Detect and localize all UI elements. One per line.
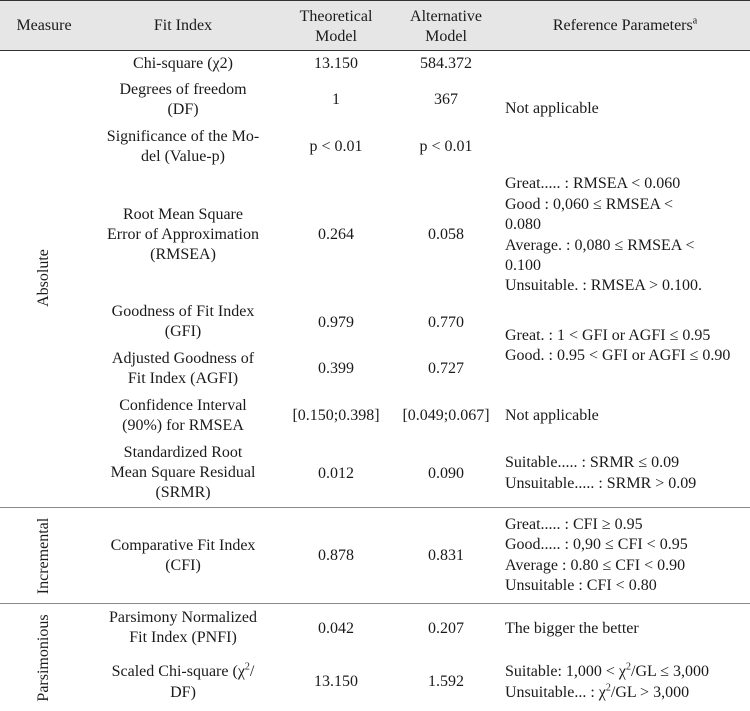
- reference-line: Great..... : CFI ≥ 0.95: [505, 516, 643, 533]
- fit-index-cell: (DF): [167, 101, 199, 118]
- reference-line: Suitable..... : SRMR ≤ 0.09: [505, 454, 680, 471]
- fit-index-cell: Adjusted Goodness of: [111, 350, 255, 367]
- reference-line: Unsuitable... : $\chi^2/GL > 3,000$: [505, 682, 690, 701]
- reference-line: Great. : 1 < GFI or AGFI ≤ 0.95: [505, 327, 711, 344]
- header-theoretical-2: Model: [315, 28, 357, 45]
- group-absolute: Absolute: [35, 249, 52, 307]
- top-rule: [0, 0, 750, 1]
- reference-line: Unsuitable. : RMSEA > 0.100.: [505, 277, 703, 294]
- fit-index-cell: Comparative Fit Index: [110, 537, 256, 554]
- theoretical-value: 0.878: [318, 547, 354, 564]
- header-measure: Measure: [16, 17, 72, 34]
- reference-line: Average. : 0,080 ≤ RMSEA <: [505, 237, 695, 254]
- fit-index-cell: (90%) for RMSEA: [122, 417, 244, 434]
- alternative-value: 0.058: [428, 226, 464, 243]
- fit-index-cell: (GFI): [164, 323, 202, 340]
- theoretical-value: 13.150: [314, 55, 358, 72]
- theoretical-value: 0.979: [318, 314, 354, 331]
- reference-line: Great..... : RMSEA < 0.060: [505, 175, 681, 192]
- alternative-value: 0.770: [428, 314, 464, 331]
- alternative-value: 367: [434, 91, 458, 108]
- fit-index-cell: (SRMR): [155, 484, 211, 501]
- fit-index-cell: Root Mean Square: [123, 206, 243, 223]
- reference-line: Good. : 0.95 < GFI or AGFI ≤ 0.90: [505, 347, 731, 364]
- theoretical-value: 13.150: [314, 673, 358, 690]
- theoretical-value: 0.012: [318, 465, 354, 482]
- fit-index-cell: Fit Index (AGFI): [127, 370, 239, 387]
- alternative-value: 0.090: [428, 465, 464, 482]
- reference-cell: Not applicable: [505, 407, 599, 424]
- alternative-value: [0.049;0.067]: [402, 407, 490, 424]
- reference-line: Good..... : 0,90 ≤ CFI < 0.95: [505, 536, 688, 553]
- fit-index-cell: Goodness of Fit Index: [111, 303, 255, 320]
- fit-index-cell: Error of Approximation: [107, 226, 259, 243]
- theoretical-value: 0.399: [318, 360, 354, 377]
- header-alternative-2: Model: [425, 28, 467, 45]
- incremental-rule: [0, 507, 750, 508]
- reference-line: Average : 0.80 ≤ CFI < 0.90: [505, 557, 686, 574]
- fit-index-cell: del (Value-p): [141, 148, 225, 165]
- reference-line: 0.080: [505, 216, 541, 233]
- group-incremental: Incremental: [35, 517, 52, 595]
- alternative-value: 584.372: [420, 55, 472, 72]
- header-theoretical-1: Theoretical: [299, 8, 373, 25]
- reference-cell: The bigger the better: [505, 620, 639, 637]
- fit-index-cell: Scaled Chi-square ($\chi^2/$: [111, 661, 255, 680]
- fit-index-cell: Chi-square (χ2): [133, 55, 233, 72]
- reference-line: Unsuitable : CFI < 0.80: [505, 577, 657, 594]
- fit-index-cell: Standardized Root: [123, 444, 243, 461]
- reference-line: Suitable: $1,000 < \chi^2/GL \le 3,000$: [505, 661, 709, 680]
- fit-index-cell: Mean Square Residual: [110, 464, 256, 481]
- theoretical-value: [0.150;0.398]: [292, 407, 380, 424]
- fit-index-cell: Parsimony Normalized: [109, 609, 257, 626]
- fit-index-cell: Significance of the Mo-: [106, 128, 260, 145]
- group-parsimonious: Parsimonious: [35, 614, 52, 702]
- reference-line: Good : 0,060 ≤ RMSEA <: [505, 196, 674, 213]
- fit-index-cell: DF): [170, 684, 196, 701]
- theoretical-value: p < 0.01: [309, 138, 363, 155]
- alternative-value: 1.592: [428, 673, 464, 690]
- fit-index-cell: Confidence Interval: [119, 397, 247, 414]
- theoretical-value: 0.042: [318, 620, 354, 637]
- parsimonious-rule: [0, 603, 750, 604]
- fit-index-cell: (CFI): [165, 557, 201, 574]
- theoretical-value: 0.264: [318, 226, 354, 243]
- alternative-value: 0.207: [428, 620, 464, 637]
- theoretical-value: 1: [332, 91, 340, 108]
- alternative-value: 0.831: [428, 547, 464, 564]
- reference-line: Unsuitable..... : SRMR > 0.09: [505, 475, 697, 492]
- fit-index-cell: Fit Index (PNFI): [129, 629, 237, 646]
- header-alternative-1: Alternative: [410, 8, 482, 25]
- header-reference: Reference Parameters$^a$: [552, 15, 698, 34]
- alternative-value: 0.727: [428, 360, 464, 377]
- header-rule: [0, 50, 750, 51]
- reference-line: 0.100: [505, 257, 541, 274]
- alternative-value: p < 0.01: [419, 138, 473, 155]
- reference-cell: Not applicable: [505, 100, 599, 117]
- header-fit-index: Fit Index: [153, 17, 213, 34]
- fit-index-cell: Degrees of freedom: [119, 81, 247, 98]
- fit-index-cell: (RMSEA): [150, 246, 216, 263]
